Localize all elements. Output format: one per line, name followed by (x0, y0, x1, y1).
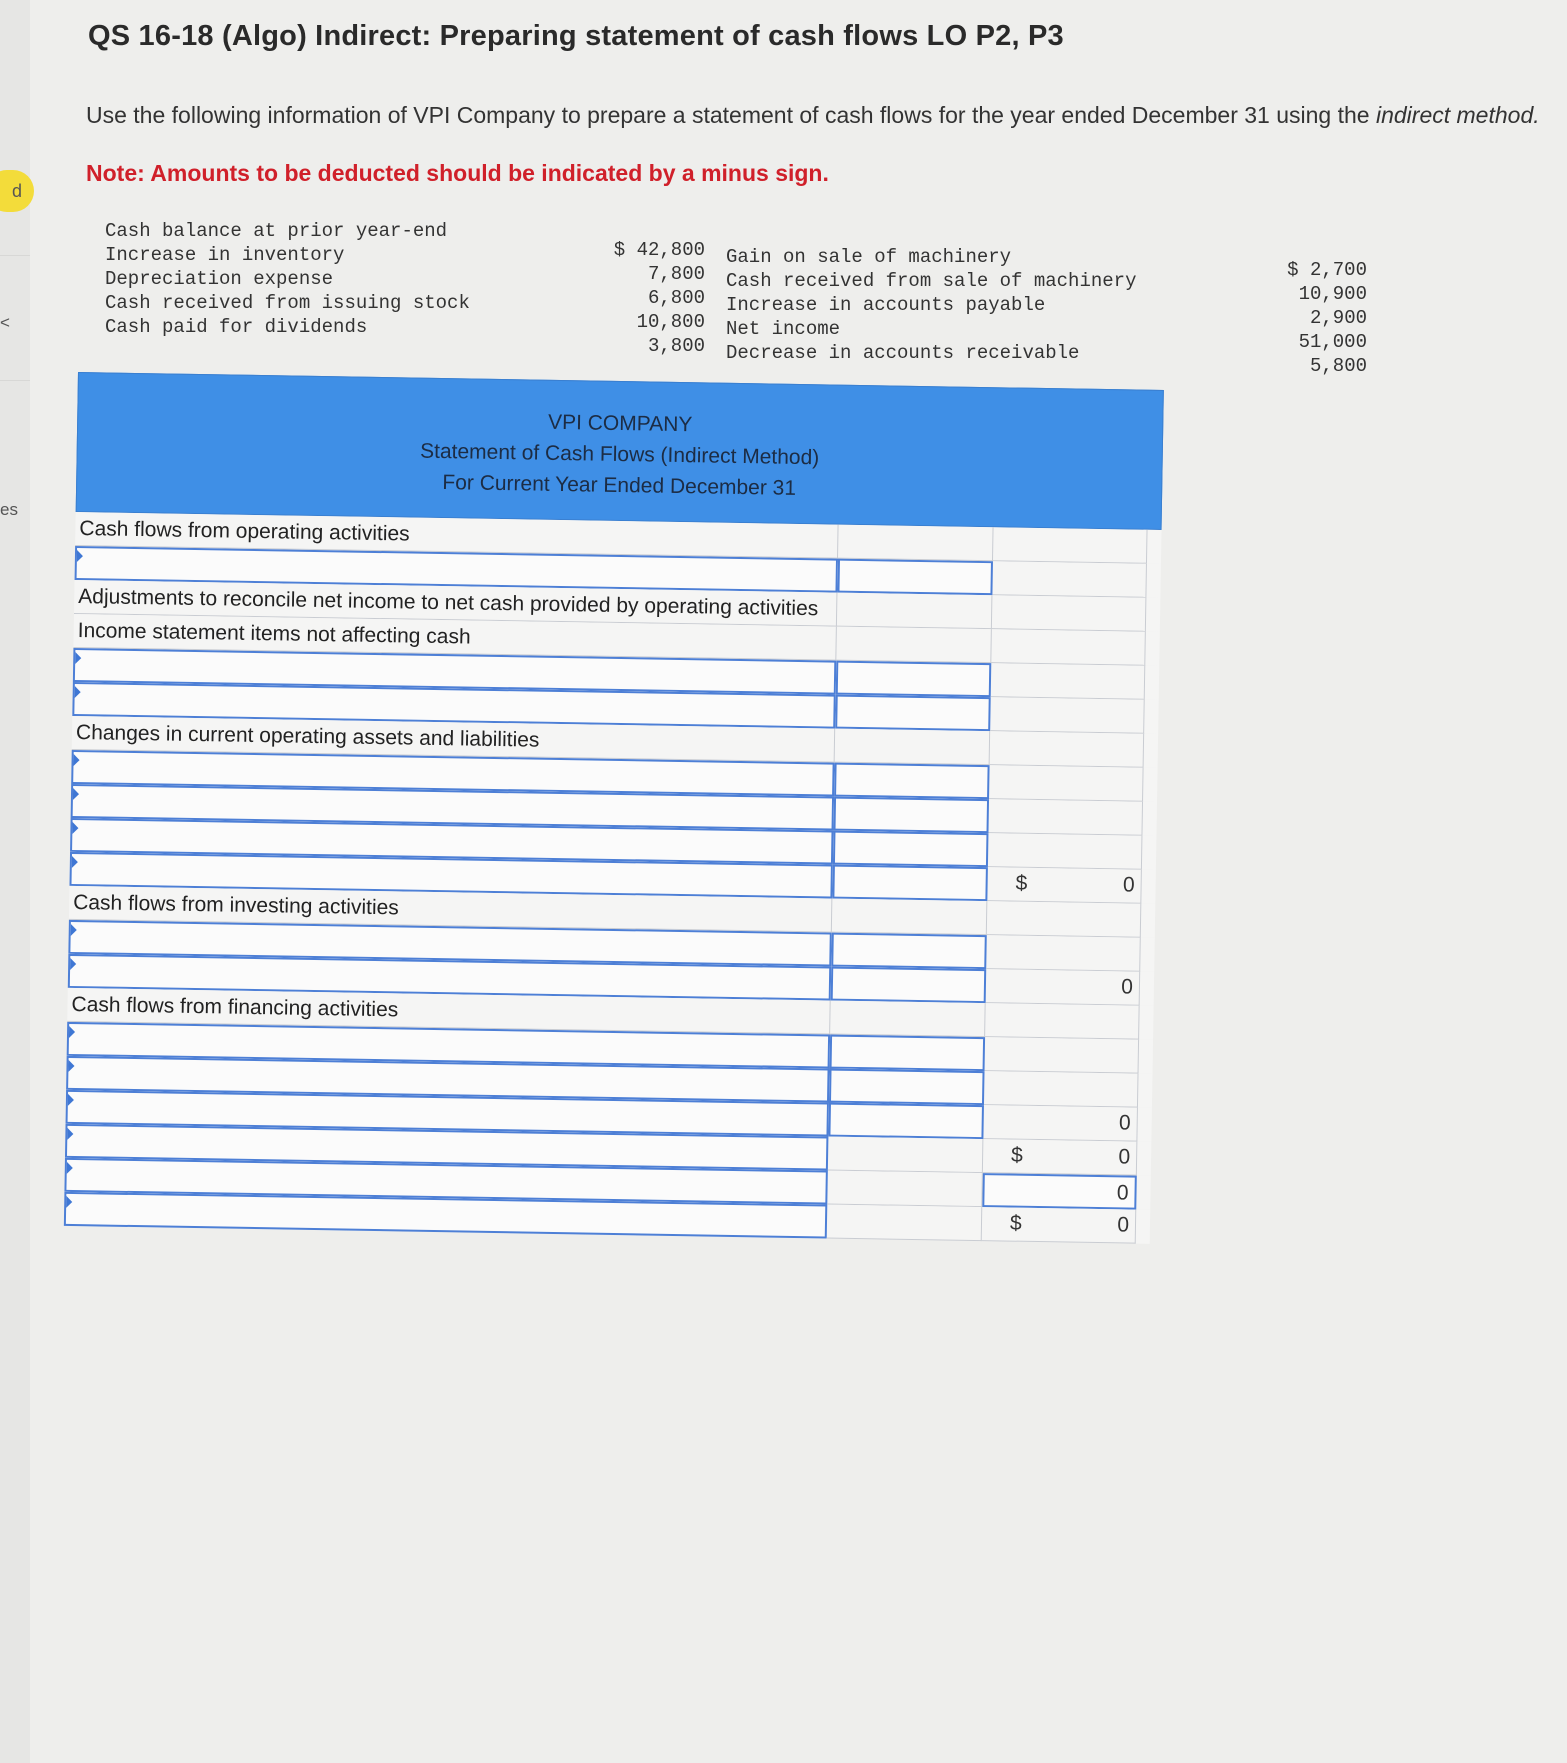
cell (838, 525, 994, 562)
sidebar-mark[interactable]: < (0, 313, 10, 332)
info-value: 10,800 (636, 311, 705, 333)
investing-total: 0 (1121, 975, 1134, 999)
info-value: 3,800 (647, 335, 705, 357)
minus-sign-note: Note: Amounts to be deducted should be indicated by a minus sign. (86, 160, 829, 186)
sidebar-divider (0, 255, 30, 256)
info-value: 10,900 (1298, 283, 1367, 305)
cell (991, 629, 1146, 666)
currency-symbol: $ (1010, 1143, 1024, 1167)
currency-symbol: $ (1015, 871, 1028, 895)
financing-amount-input[interactable] (830, 1035, 986, 1072)
beginning-cash-value: 0 (1116, 1181, 1129, 1205)
financing-amount-input[interactable] (829, 1069, 985, 1106)
info-value: 7,800 (647, 263, 705, 285)
cell (985, 1003, 1140, 1040)
sidebar-divider (0, 380, 30, 381)
instructions-text (86, 102, 1546, 129)
cell (984, 1071, 1139, 1108)
investing-total-cell (986, 969, 1141, 1006)
info-label: Gain on sale of machinery (726, 246, 1012, 268)
ending-cash-cell (982, 1207, 1137, 1244)
row-label: Adjustments to reconcile net income to net cash provided by operating activities (74, 580, 837, 627)
cell (827, 1171, 983, 1208)
cell (837, 593, 993, 630)
cell (986, 935, 1141, 972)
info-label: Net income (726, 318, 841, 340)
cell (987, 901, 1142, 938)
change-amount-input[interactable] (834, 763, 990, 800)
info-right-labels (726, 245, 1136, 365)
info-label: Increase in inventory (105, 244, 345, 266)
info-value: $ 2,700 (1287, 259, 1367, 281)
info-left-labels (105, 219, 470, 339)
beginning-cash-input[interactable] (982, 1173, 1137, 1210)
row-label: Cash flows from financing activities (67, 988, 830, 1035)
info-label: Depreciation expense (105, 268, 334, 290)
info-label: Cash paid for dividends (105, 316, 368, 338)
cell (990, 731, 1145, 768)
sidebar-badge[interactable]: d (0, 170, 34, 212)
row-label: Cash flows from investing activities (69, 886, 832, 933)
currency-symbol: $ (1009, 1211, 1022, 1235)
change-amount-input[interactable] (833, 831, 989, 868)
cash-flow-statement (64, 372, 1164, 1244)
cell (992, 595, 1147, 632)
info-label: Cash balance at prior year-end (105, 220, 448, 242)
page-title: QS 16-18 (Algo) Indirect: Preparing statement of cash flows LO P2, P3 (88, 20, 1064, 52)
change-amount-input[interactable] (832, 865, 988, 902)
statement-header (76, 372, 1164, 530)
cell (836, 627, 992, 664)
info-right-values (1270, 258, 1367, 378)
cell (988, 799, 1143, 836)
adjustment-amount-input[interactable] (835, 695, 991, 732)
cell (991, 663, 1146, 700)
statement-title: Statement of Cash Flows (Indirect Method) (419, 439, 820, 470)
ending-cash-total: 0 (1117, 1213, 1130, 1237)
cell (993, 527, 1148, 564)
cell (985, 1037, 1140, 1074)
operating-total-cell (987, 867, 1142, 904)
cell (830, 1001, 986, 1038)
cell (990, 697, 1145, 734)
cell (835, 729, 991, 766)
net-change-cell (983, 1139, 1138, 1176)
operating-amount-input[interactable] (837, 559, 993, 596)
row-label: Changes in current operating assets and liabilities (72, 716, 835, 763)
investing-amount-input[interactable] (831, 933, 987, 970)
change-amount-input[interactable] (834, 797, 990, 834)
info-value: 51,000 (1298, 331, 1367, 353)
row-label: Income statement items not affecting cash (73, 614, 836, 661)
info-label: Cash received from issuing stock (105, 292, 470, 314)
info-left-values (600, 238, 705, 358)
row-label: Cash flows from operating activities (75, 512, 838, 559)
financing-total-cell (983, 1105, 1138, 1142)
info-value: 6,800 (647, 287, 705, 309)
info-value: 5,800 (1309, 355, 1367, 377)
instructions-main: Use the following information of VPI Company to prepare a statement of cash flows for the year ended December 31 using the (86, 102, 1376, 128)
operating-total: 0 (1122, 873, 1135, 897)
left-sidebar-edge (0, 0, 30, 1763)
cell (992, 561, 1147, 598)
financing-amount-input[interactable] (828, 1103, 984, 1140)
sidebar-mark[interactable]: es (0, 500, 18, 519)
info-value: 2,900 (1309, 307, 1367, 329)
cell (832, 899, 988, 936)
investing-amount-input[interactable] (831, 967, 987, 1004)
financing-total: 0 (1118, 1111, 1131, 1135)
company-name: VPI COMPANY (547, 410, 693, 437)
net-change-total: 0 (1118, 1145, 1131, 1169)
cell (828, 1137, 984, 1174)
instructions-emphasis: indirect method. (1375, 102, 1540, 128)
info-value: $ 42,800 (613, 239, 705, 261)
adjustment-amount-input[interactable] (836, 661, 992, 698)
info-label: Decrease in accounts receivable (726, 342, 1080, 364)
statement-period: For Current Year Ended December 31 (442, 471, 797, 500)
cell (988, 833, 1143, 870)
info-label: Cash received from sale of machinery (726, 270, 1137, 292)
cell (827, 1205, 983, 1242)
info-label: Increase in accounts payable (726, 294, 1046, 316)
cell (989, 765, 1144, 802)
